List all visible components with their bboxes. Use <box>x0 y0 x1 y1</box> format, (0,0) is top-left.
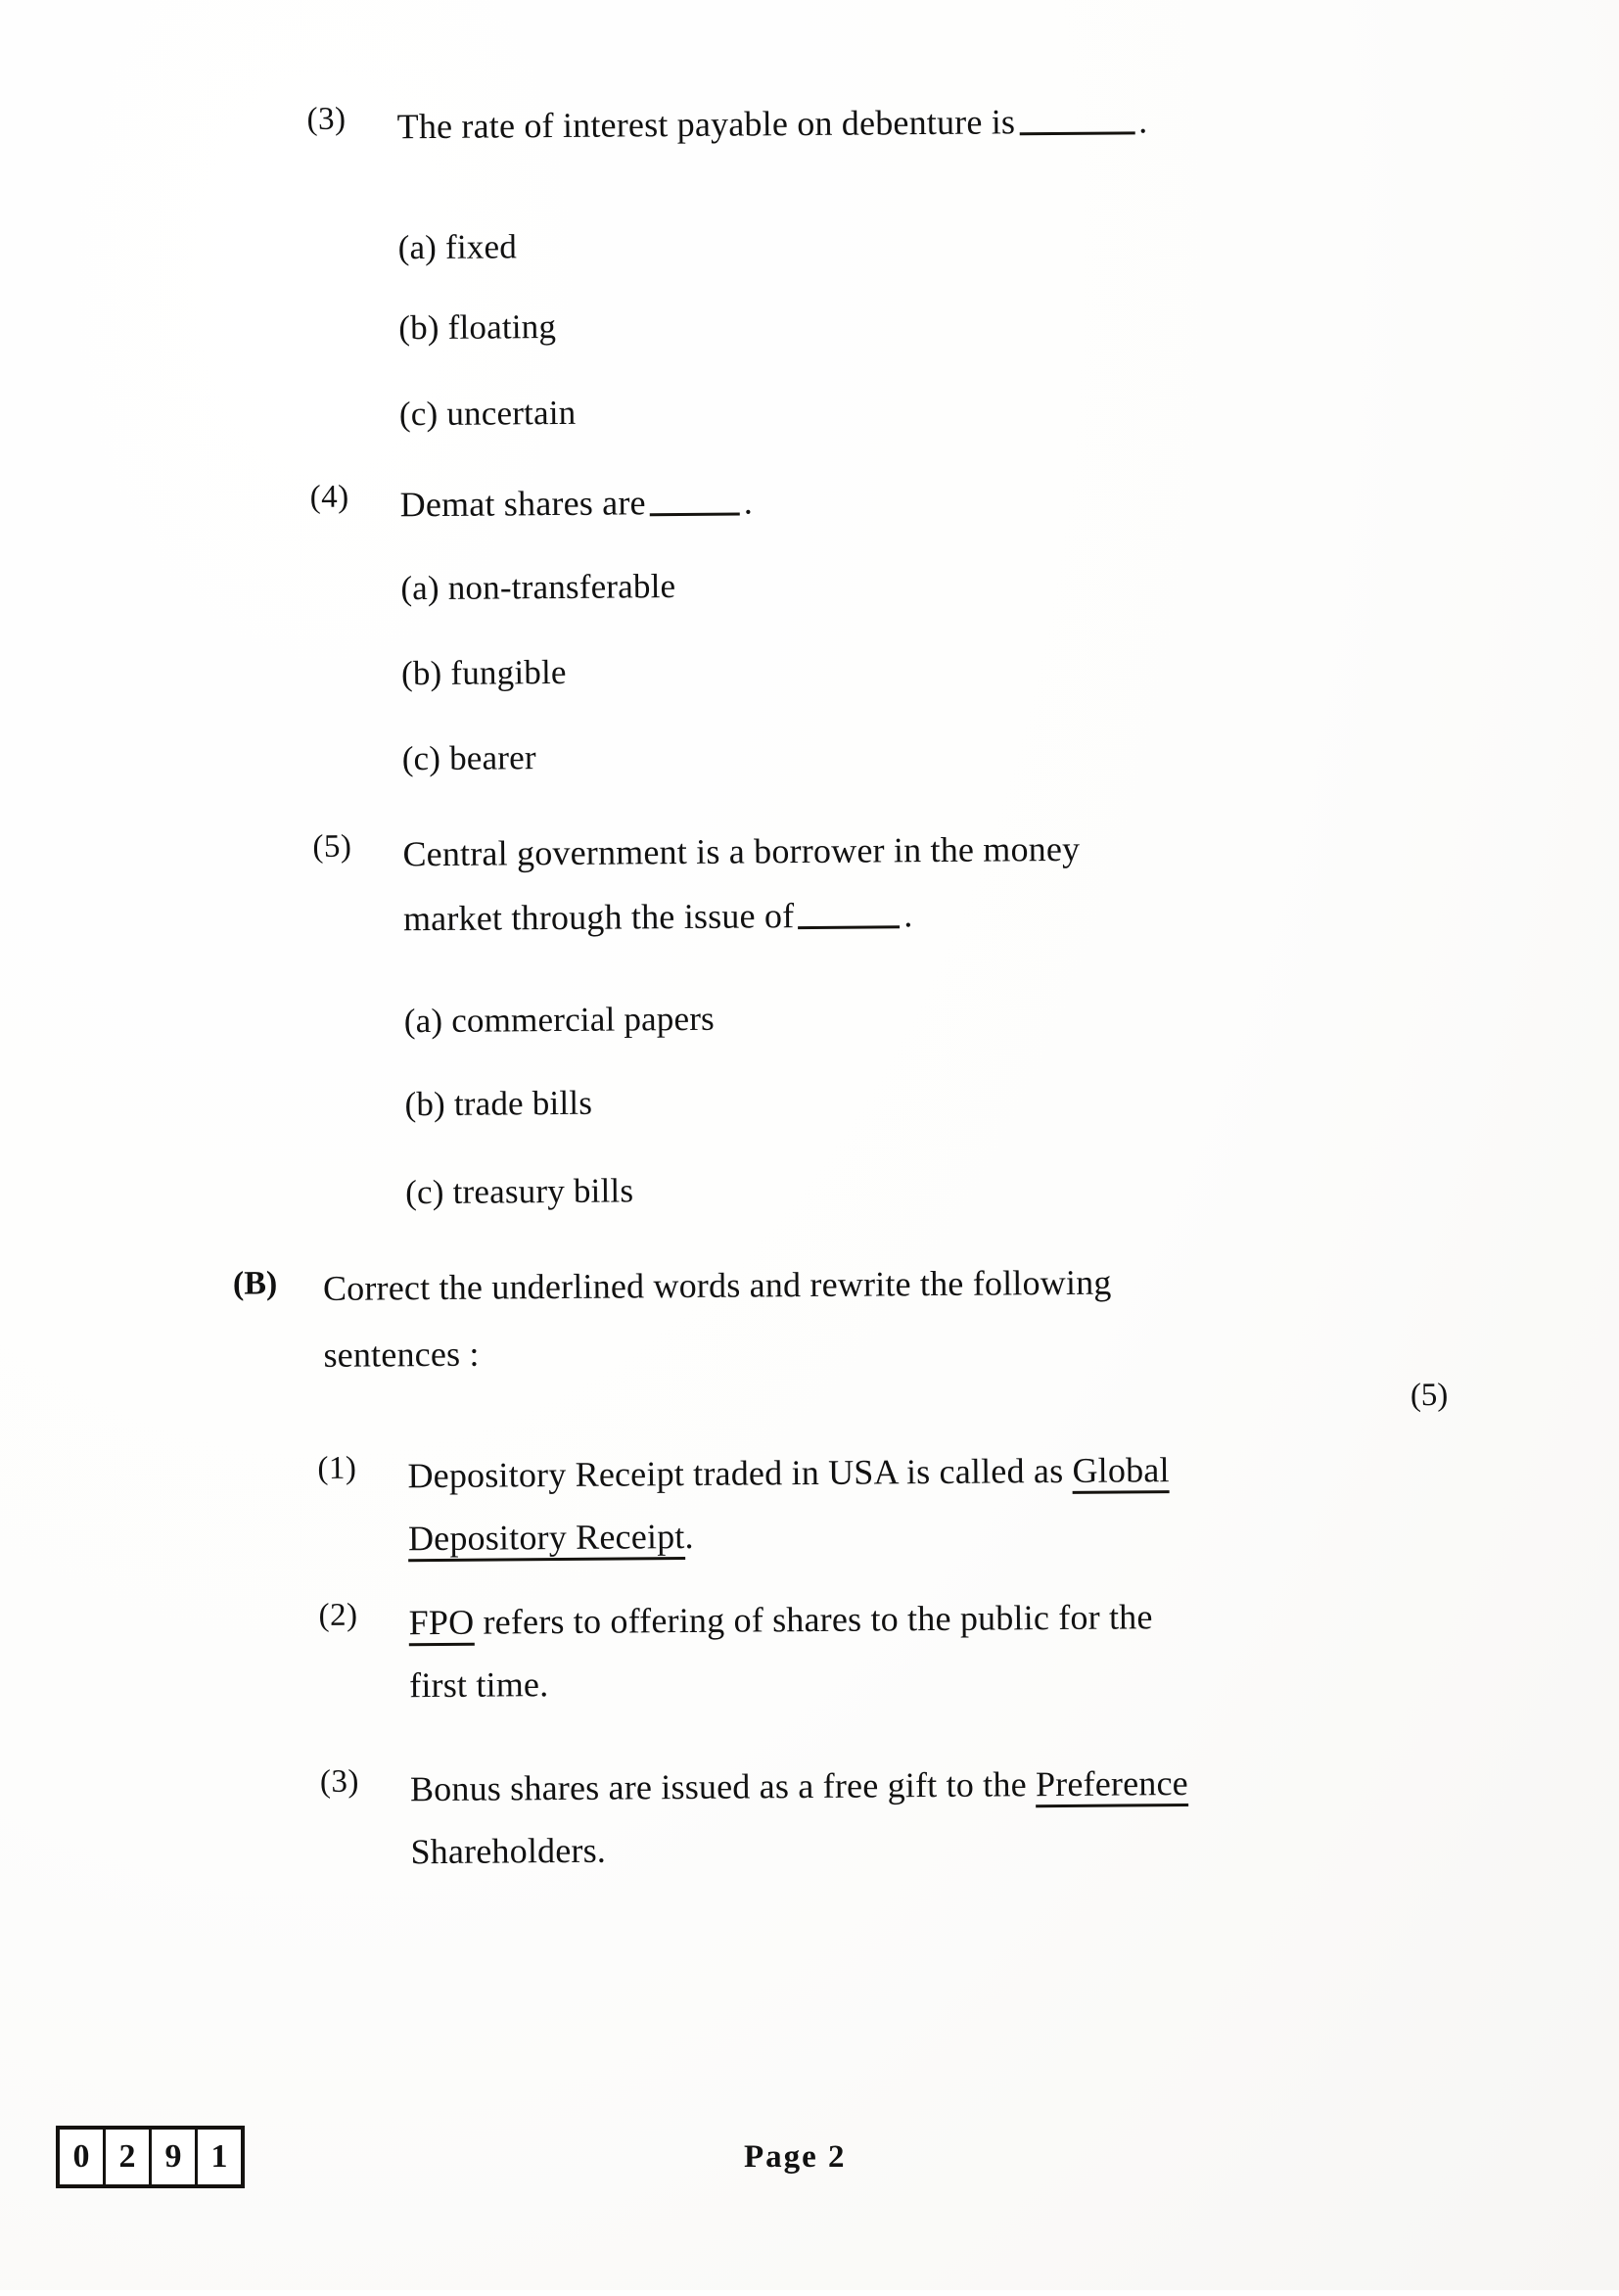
section-b-marks: (5) <box>1410 1377 1449 1414</box>
section-b-item-1-row <box>317 1445 1365 1565</box>
question-4-blank <box>650 513 740 517</box>
item-1-plain-1: Depository Receipt traded in USA is called as <box>407 1450 1073 1496</box>
option-label: (c) <box>398 394 439 434</box>
question-4-stem: Demat shares are <box>399 483 646 525</box>
code-digit-1: 0 <box>60 2130 106 2184</box>
question-3-row <box>306 96 1285 153</box>
question-5-line-2 <box>403 888 1304 944</box>
section-b-item-1-line-2 <box>408 1507 1348 1563</box>
question-4-row <box>310 474 1289 531</box>
option-text: trade bills <box>453 1083 593 1123</box>
section-b-item-1-line-1 <box>407 1445 1347 1501</box>
option-text: uncertain <box>446 393 577 433</box>
question-4-option-b <box>401 653 567 693</box>
question-5-option-a <box>404 1000 715 1041</box>
code-digit-2: 2 <box>106 2130 152 2184</box>
option-label: (a) <box>400 568 439 608</box>
option-label: (b) <box>404 1084 446 1124</box>
question-3-blank <box>1019 131 1134 135</box>
section-b-instruction-line-2: sentences : <box>323 1334 480 1375</box>
item-1-underlined-2: Depository Receipt <box>408 1517 685 1562</box>
section-b-item-2-text <box>408 1592 1349 1710</box>
question-5-option-c <box>405 1171 633 1212</box>
question-5-text <box>402 823 1304 944</box>
question-5-number: (5) <box>312 828 352 865</box>
option-text: fixed <box>444 227 518 266</box>
question-4-terminator: . <box>743 482 754 522</box>
code-digit-4: 1 <box>210 2138 228 2175</box>
section-b-instruction <box>323 1257 1322 1380</box>
paper-code-box <box>56 2126 245 2188</box>
code-digit-3: 9 <box>152 2130 198 2184</box>
item-3-plain-1: Bonus shares are issued as a free gift to the <box>409 1764 1037 1809</box>
question-4-number: (4) <box>309 479 349 515</box>
option-label: (c) <box>405 1172 444 1212</box>
option-label: (b) <box>398 307 439 348</box>
question-4-option-c <box>402 738 536 778</box>
section-b-item-1-text <box>407 1445 1348 1564</box>
question-3-option-c <box>399 394 577 434</box>
section-b-item-2-line-2: first time. <box>408 1663 549 1705</box>
item-1-underlined-1: Global <box>1072 1450 1170 1494</box>
question-4-text <box>399 478 753 529</box>
option-text: treasury bills <box>452 1171 634 1211</box>
option-text: fungible <box>450 652 567 692</box>
section-b-item-2-line-1 <box>408 1592 1348 1648</box>
section-b-item-3-number: (3) <box>319 1763 360 1800</box>
item-1-plain-2: . <box>684 1516 694 1556</box>
section-b-item-3-line-1 <box>410 1758 1350 1814</box>
question-3-terminator: . <box>1138 101 1148 141</box>
question-3-option-a <box>397 227 517 267</box>
section-b-row <box>233 1257 1369 1381</box>
question-5-stem-2: market through the issue of <box>402 895 795 938</box>
item-2-plain-1: refers to offering of shares to the public for the <box>474 1597 1153 1642</box>
item-3-underlined-1: Preference <box>1036 1763 1188 1807</box>
option-text: floating <box>447 307 557 347</box>
option-text: commercial papers <box>451 999 716 1040</box>
section-b-item-1-number: (1) <box>317 1450 357 1486</box>
question-5-option-b <box>404 1084 592 1125</box>
option-label: (c) <box>401 738 441 778</box>
option-label: (a) <box>403 1001 443 1041</box>
question-5-line-1: Central government is a borrower in the money <box>402 828 1081 874</box>
section-b-item-3-line-2: Shareholders. <box>410 1830 607 1871</box>
question-3-stem: The rate of interest payable on debenture is <box>396 102 1016 147</box>
page-number-label: Page 2 <box>744 2139 847 2175</box>
question-5-row <box>312 823 1312 944</box>
option-label: (a) <box>397 227 438 267</box>
question-5-terminator: . <box>903 894 913 934</box>
item-2-underlined-1: FPO <box>408 1603 474 1647</box>
question-3-option-b <box>398 307 556 348</box>
section-b-item-3-row <box>320 1758 1368 1878</box>
section-b-item-2-row <box>318 1592 1366 1711</box>
option-text: bearer <box>448 738 536 777</box>
option-label: (b) <box>400 653 442 693</box>
question-4-option-a <box>400 567 675 608</box>
section-b-letter: (B) <box>232 1265 278 1302</box>
option-text: non-transferable <box>447 567 676 607</box>
question-3-text <box>396 97 1147 152</box>
section-b-instruction-line-1: Correct the underlined words and rewrite the following <box>322 1262 1112 1308</box>
question-3-number: (3) <box>306 101 347 138</box>
question-5-blank <box>798 925 900 929</box>
section-b-item-2-number: (2) <box>318 1597 358 1633</box>
section-b-item-3-text <box>410 1758 1351 1877</box>
